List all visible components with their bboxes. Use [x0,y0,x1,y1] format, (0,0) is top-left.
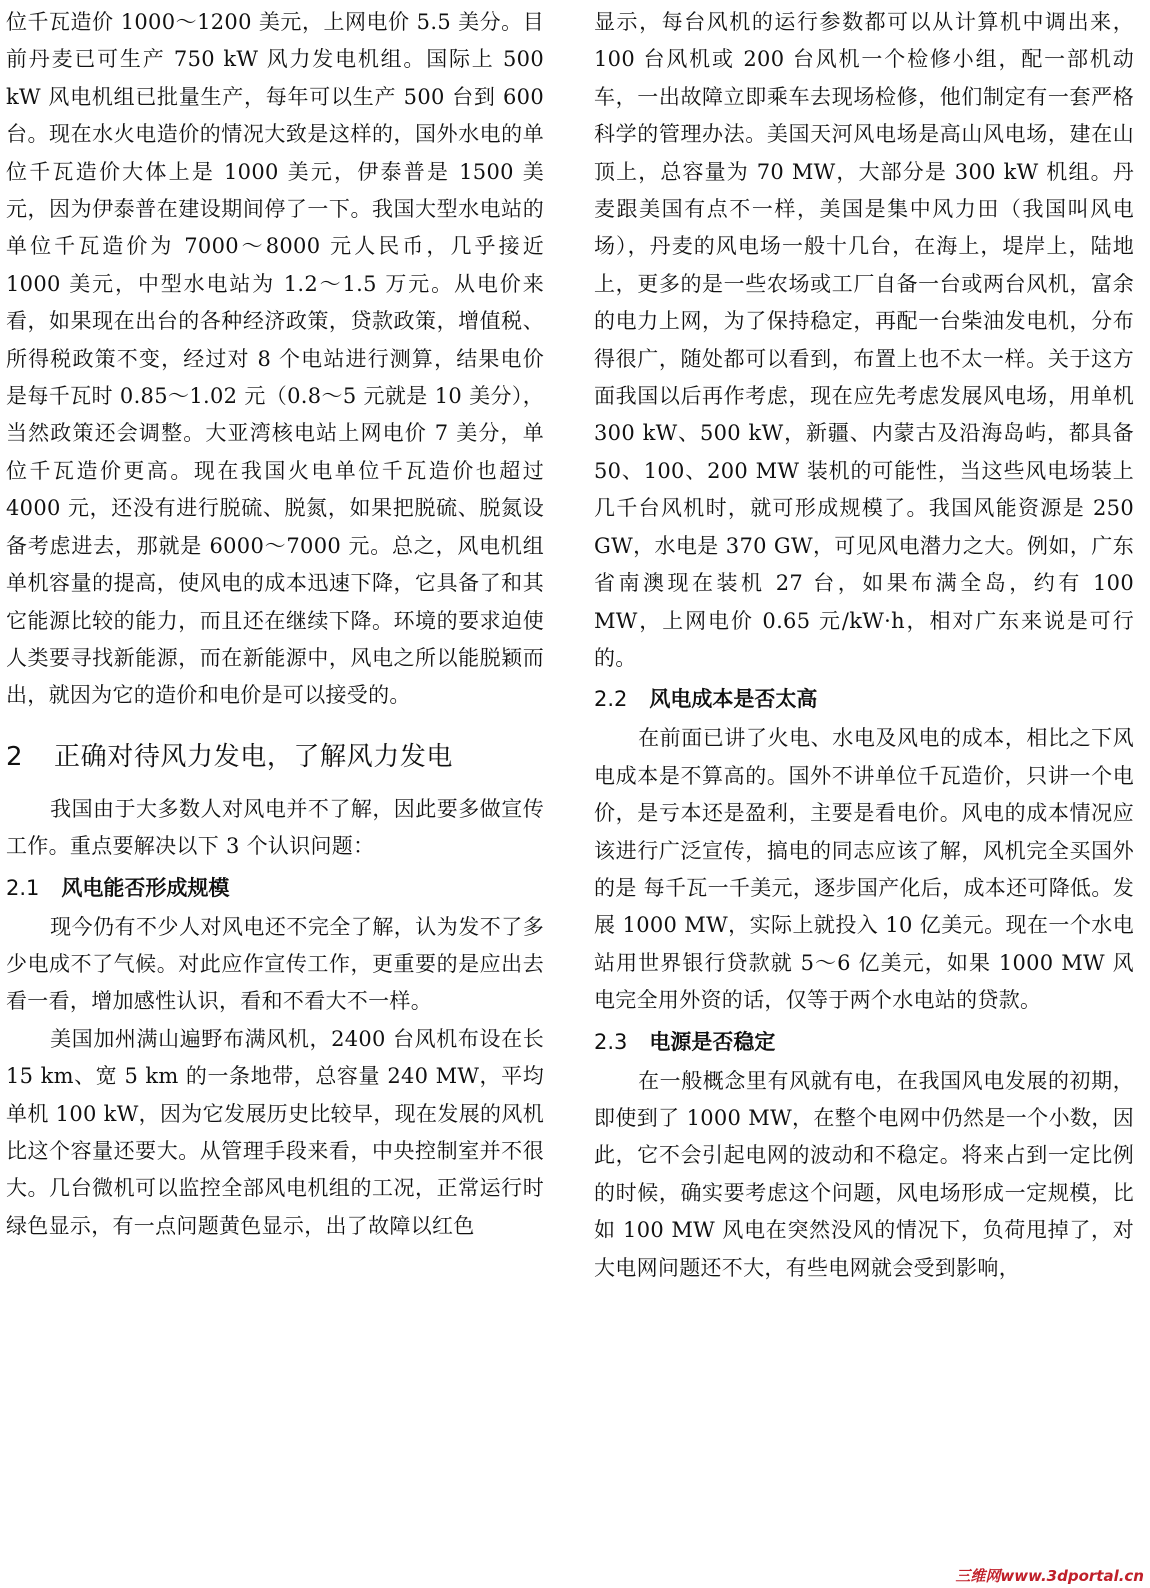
subsection-number: 2.1 [6,875,40,900]
body-paragraph: 我国由于大多数人对风电并不了解，因此要多做宣传工作。重点要解决以下 3 个认识问题： [6,796,544,859]
right-column [594,4,1134,1287]
section-title: 正确对待风力发电，了解风力发电 [54,741,454,772]
watermark-logo: 三维网www.3dportal.cn [955,1567,1144,1585]
left-column [6,4,544,1245]
subsection-heading [594,681,1134,718]
subsection-number: 2.2 [594,687,628,712]
subsection-heading [594,1024,1134,1061]
body-paragraph: 在前面已讲了火电、水电及风电的成本，相比之下风电成本是不算高的。国外不讲单位千瓦造价，只讲一个电价，是亏本还是盈利，主要是看电价。风电的成本情况应该进行广泛宣传，搞电的同志应该了解，风机完全买国外的是 每千瓦一千美元，逐步国产化后，成本还可降低。发展 1000 MW，实际上就投入 10 亿美元。现在一个水电站用世界银行贷款就 5～6 亿美元，如果 1000 MW 风电完全用外资的话，仅等于两个水电站的贷款。 [594,726,1134,1013]
subsection-number: 2.3 [594,1029,628,1054]
body-paragraph: 美国加州满山遍野布满风机，2400 台风机布设在长 15 km、宽 5 km 的一条地带，总容量 240 MW，平均单机 100 kW，因为它发展历史比较早，现在发展的风机比这个容量还要大。从管理手段来看，中央控制室并不很大。几台微机可以监控全部风电机组的工况，正常运行时绿色显示，有一点问题黄色显示，出了故障以红色 [6,1026,544,1238]
subsection-heading [6,870,544,907]
subsection-title: 风电成本是否太高 [649,687,818,712]
subsection-title: 电源是否稳定 [649,1029,776,1054]
body-paragraph: 位千瓦造价 1000～1200 美元，上网电价 5.5 美分。目前丹麦已可生产 750 kW 风力发电机组。国际上 500 kW 风电机组已批量生产，每年可以生产 500 台到 600 台。现在水火电造价的情况大致是这样的，国外水电的单位千瓦造价大体上是 1000 美元，伊泰普是 1500 美元，因为伊泰普在建设期间停了一下。我国大型水电站的单位千瓦造价为 7000～8000 元人民币，几乎接近 1000 美元，中型水电站为 1.2～1.5 万元。从电价来看，如果现在出台的各种经济政策，贷款政策，增值税、所得税政策不变，经过对 8 个电站进行测算，结果电价是每千瓦时 0.85～1.02 元（0.8～5 元就是 10 美分），当然政策还会调整。大亚湾核电站上网电价 7 美分，单位千瓦造价更高。现在我国火电单位千瓦造价也超过 4000 元，还没有进行脱硫、脱氮，如果把脱硫、脱氮设备考虑进去，那就是 6000～7000 元。总之，风电机组单机容量的提高，使风电的成本迅速下降，它具备了和其它能源比较的能力，而且还在继续下降。环境的要求迫使人类要寻找新能源，而在新能源中，风电之所以能脱颖而出，就因为它的造价和电价是可以接受的。 [6,10,544,708]
body-paragraph: 显示，每台风机的运行参数都可以从计算机中调出来，100 台风机或 200 台风机一个检修小组，配一部机动车，一出故障立即乘车去现场检修，他们制定有一套严格科学的管理办法。美国天河风电场是高山风电场，建在山顶上，总容量为 70 MW，大部分是 300 kW 机组。丹麦跟美国有点不一样，美国是集中风力田（我国叫风电场），丹麦的风电场一般十几台，在海上，堤岸上，陆地上，更多的是一些农场或工厂自备一台或两台风机，富余的电力上网，为了保持稳定，再配一台柴油发电机，分布得很广，随处都可以看到，布置上也不太一样。关于这方面我国以后再作考虑，现在应先考虑发展风电场，用单机 300 kW、500 kW，新疆、内蒙古及沿海岛屿，都具备 50、100、200 MW 装机的可能性，当这些风电场装上几千台风机时，就可形成规模了。我国风能资源是 250 GW，水电是 370 GW，可见风电潜力之大。例如，广东省南澳现在装机 27 台，如果布满全岛，约有 100 MW，上网电价 0.65 元/kW·h，相对广东来说是可行的。 [594,10,1134,670]
section-number: 2 [6,741,24,772]
body-paragraph: 现今仍有不少人对风电还不完全了解，认为发不了多少电成不了气候。对此应作宣传工作，更重要的是应出去看一看，增加感性认识，看和不看大不一样。 [6,914,544,1014]
body-paragraph: 在一般概念里有风就有电，在我国风电发展的初期，即使到了 1000 MW，在整个电网中仍然是一个小数，因此，它不会引起电网的波动和不稳定。将来占到一定比例的时候，确实要考虑这个问题，风电场形成一定规模，比如 100 MW 风电在突然没风的情况下，负荷甩掉了，对大电网问题还不大，有些电网就会受到影响， [594,1068,1134,1280]
section-heading [6,737,544,777]
subsection-title: 风电能否形成规模 [61,875,230,900]
